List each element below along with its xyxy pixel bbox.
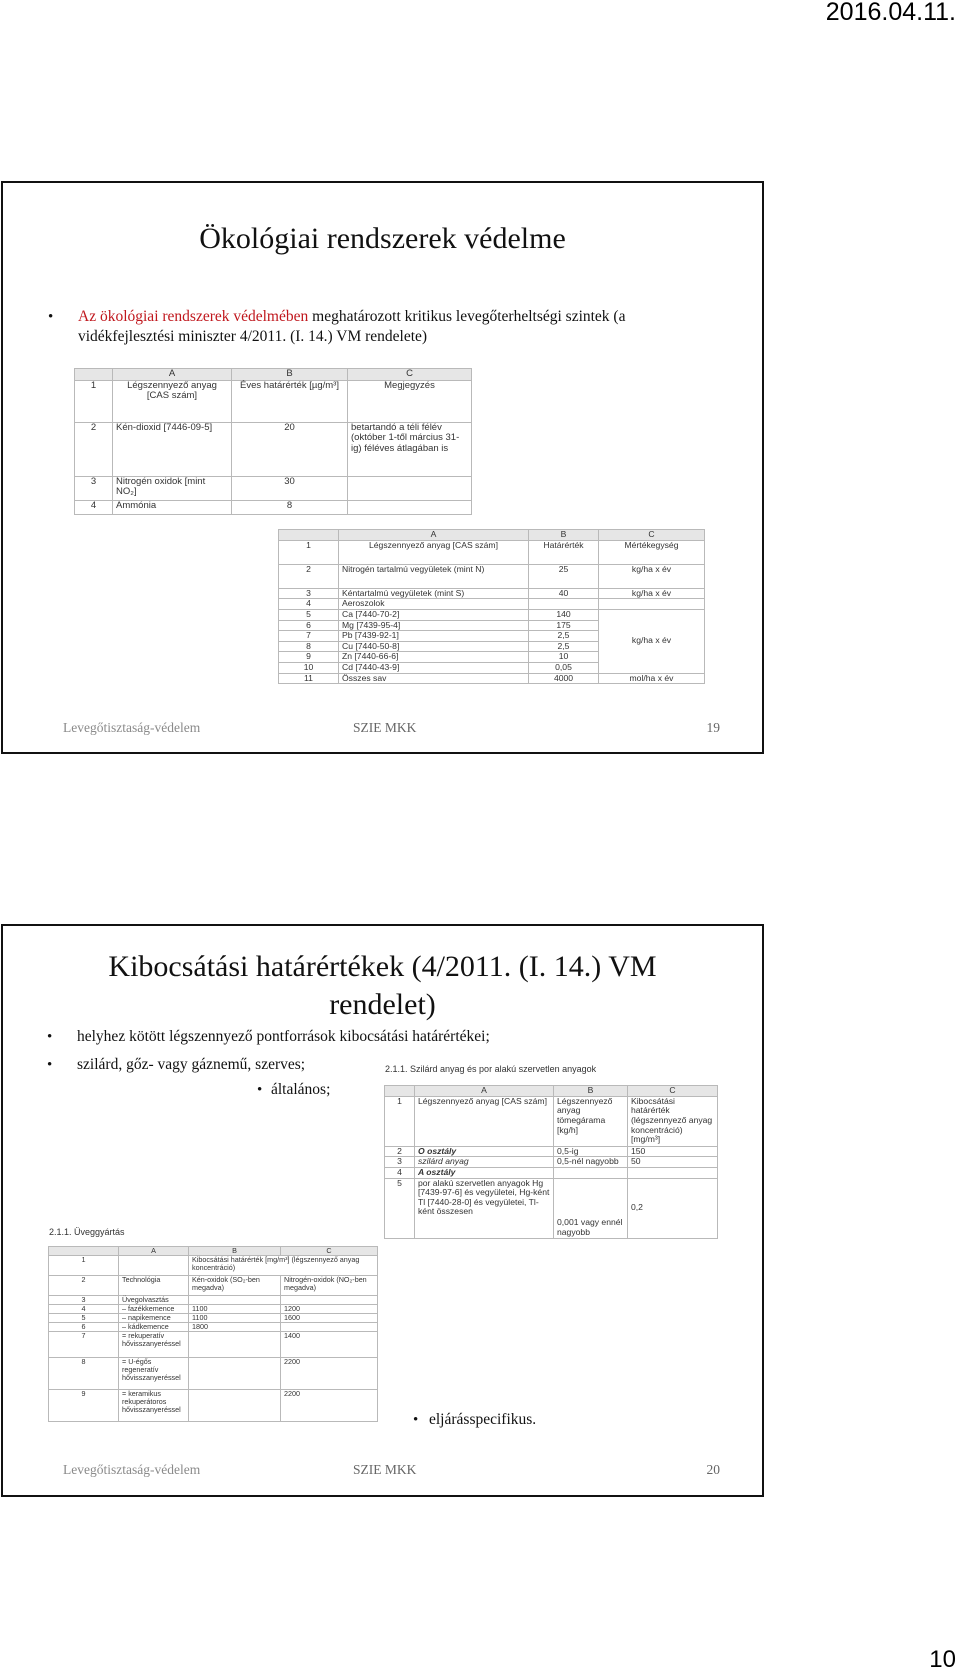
- slide-19: [1, 181, 764, 754]
- table-row: 9 = keramikus rekuperátoros hővisszanyeréssel 2200: [49, 1390, 378, 1422]
- slide-20: [1, 924, 764, 1497]
- table-row: 7 = rekuperatív hővisszanyeréssel 1400: [49, 1332, 378, 1358]
- table-row: 2 Kén-dioxid [7446-09-5] 20 betartandó a téli félév (október 1-től március 31-ig) féléves átlagában is: [75, 422, 472, 476]
- table-row: 4 Ammónia 8: [75, 500, 472, 514]
- table-row: 1 Légszennyező anyag [CAS szám] Éves határérték [µg/m³] Megjegyzés: [75, 380, 472, 422]
- footer-institution: SZIE MKK: [353, 720, 417, 735]
- table-row: 4 Aeroszolok: [279, 599, 705, 610]
- bullet-dot: •: [413, 1412, 419, 1428]
- bullet-item: [413, 1410, 629, 1430]
- bullet-item: [47, 1055, 377, 1075]
- table-row: 1 Légszennyező anyag [CAS szám] Légszennyező anyag tömegárama [kg/h] Kibocsátási határérték (légszennyező anyag koncentráció) [mg/m³]: [385, 1096, 718, 1146]
- slide-title: Ökológiai rendszerek védelme: [199, 222, 566, 255]
- table-row: 11 Összes sav 4000 mol/ha x év: [279, 673, 705, 684]
- table-row: 6 – kádkemence 1800: [49, 1323, 378, 1332]
- bullet-item: [47, 1027, 737, 1047]
- table-caption: 2.1.1. Szilárd anyag és por alakú szervetlen anyagok: [385, 1064, 597, 1074]
- bullet-text: szilárd, gőz- vagy gáznemű, szerves;: [77, 1056, 306, 1073]
- table-row: 5 Ca [7440-70-2] 140 kg/ha x év: [279, 609, 705, 620]
- table-row: 3 szilárd anyag 0,5-nél nagyobb 50: [385, 1157, 718, 1168]
- table-row: 4 A osztály: [385, 1167, 718, 1178]
- table-row: 2 Nitrogén tartalmú vegyületek (mint N) 25 kg/ha x év: [279, 564, 705, 588]
- footer-course: Levegőtisztaság-védelem: [63, 720, 201, 735]
- table-row: 8 Cu [7440-50-8] 2,5: [279, 641, 705, 652]
- slide-title: [3, 948, 762, 1024]
- bullet-text: eljárásspecifikus.: [429, 1411, 537, 1428]
- solid-particulate-limits-table: [384, 1085, 718, 1239]
- bullet-item: [257, 1080, 391, 1100]
- bullet-text: helyhez kötött légszennyező pontforrások kibocsátási határértékei;: [77, 1028, 490, 1045]
- bullet-text: meghatározott kritikus levegőterheltségi szintek (a vidékfejlesztési miniszter 4/2011. (I. 14.) VM rendelete): [78, 308, 626, 345]
- bullet-dot: •: [48, 309, 54, 325]
- table-row: 1 Légszennyező anyag [CAS szám] Határérték Mértékegység: [279, 540, 705, 564]
- table-header-row: A B C: [385, 1086, 718, 1097]
- footer-course: Levegőtisztaság-védelem: [63, 1462, 201, 1477]
- table-header-row: A B C: [75, 369, 472, 381]
- table-row: 5 por alakú szervetlen anyagok Hg [7439-97-6] és vegyületei, Hg-ként Tl [7440-28-0] és vegyületei, Tl-ként összesen 0,001 vagy ennél nagyobb 0,2: [385, 1178, 718, 1238]
- table-row: 10 Cd [7440-43-9] 0,05: [279, 663, 705, 674]
- bullet-highlight-text: Az ökológiai rendszerek védelmében: [78, 308, 309, 325]
- table-caption: 2.1.1. Üveggyártás: [49, 1227, 125, 1237]
- table-row: 8 = U-égős regeneratív hővisszanyeréssel 2200: [49, 1358, 378, 1390]
- critical-loads-table: [278, 529, 705, 684]
- table-row: 7 Pb [7439-92-1] 2,5: [279, 631, 705, 642]
- slide-number: 20: [706, 1462, 720, 1477]
- bullet-dot: •: [47, 1057, 53, 1073]
- table-row: 3 Nitrogén oxidok [mint NO₂] 30: [75, 476, 472, 500]
- bullet-item: [48, 307, 718, 347]
- air-quality-limits-table: [74, 368, 472, 515]
- page-number: 10: [929, 1646, 956, 1673]
- table-row: 4 – fazékkemence 1100 1200: [49, 1305, 378, 1314]
- table-row: 3 Kéntartalmú vegyületek (mint S) 40 kg/ha x év: [279, 588, 705, 599]
- table-row: 5 – napikemence 1100 1600: [49, 1314, 378, 1323]
- slide-title-line: rendelet): [329, 987, 436, 1021]
- bullet-text: általános;: [271, 1081, 331, 1098]
- glass-production-limits-table: [48, 1246, 378, 1422]
- bullet-dot: •: [47, 1029, 53, 1045]
- table-header-row: A B C: [49, 1247, 378, 1256]
- bullet-dot: •: [257, 1082, 263, 1098]
- table-row: 3 Üvegolvasztás: [49, 1296, 378, 1305]
- table-row: 2 Technológia Kén-oxidok (SO₂-ben megadva) Nitrogén-oxidok (NO₂-ben megadva): [49, 1276, 378, 1296]
- table-row: 6 Mg [7439-95-4] 175: [279, 620, 705, 631]
- slide-title-line: Kibocsátási határértékek (4/2011. (I. 14.) VM: [108, 950, 657, 983]
- footer-institution: SZIE MKK: [353, 1462, 417, 1477]
- page-date: 2016.04.11.: [825, 0, 956, 26]
- slide-number: 19: [706, 720, 720, 735]
- table-header-row: A B C: [279, 530, 705, 541]
- table-row: 2 O osztály 0,5-ig 150: [385, 1146, 718, 1157]
- table-row: 1 Kibocsátási határérték [mg/m³] (légszennyező anyag koncentráció): [49, 1256, 378, 1276]
- table-row: 9 Zn [7440-66-6] 10: [279, 652, 705, 663]
